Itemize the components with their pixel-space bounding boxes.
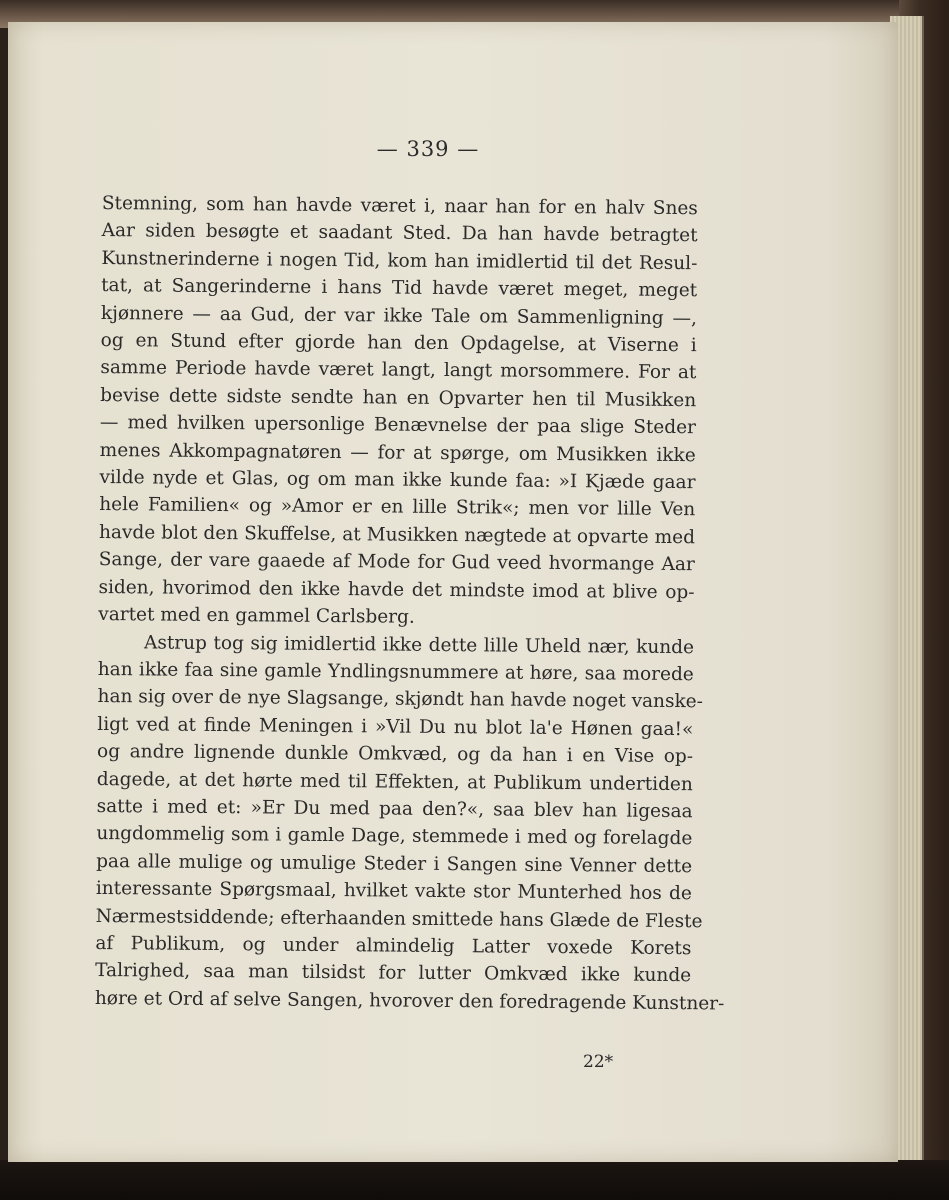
text-line: han sig over de nye Slagsange, skjøndt han havde noget vanske- [97, 686, 704, 713]
text-line: interessante Spørgsmaal, hvilket vakte stor Munterhed hos de [95, 878, 692, 905]
text-line: satte i med et: »Er Du med paa den?«, saa blev han ligesaa [96, 795, 693, 823]
text-line: ungdommelig som i gamle Dage, stemmede i med og forelagde [96, 823, 693, 850]
text-line: Astrup tog sig imidlertid ikke dette lille Uheld nær, kunde [143, 631, 695, 658]
text-line: Talrighed, saa man tilsidst for lutter Omkvæd ikke kunde [95, 960, 692, 987]
text-line: Sange, der vare gaaede af Mode for Gud veed hvormange Aar [98, 549, 695, 576]
text-line: ligt ved at finde Meningen i »Vil Du nu blot la'e Hønen gaa!« [97, 713, 694, 740]
book-page [8, 22, 898, 1162]
text-line: bevise dette sidste sendte han en Opvarter hen til Musikken [100, 384, 697, 412]
text-line: af Publikum, og under almindelig Latter voxede Korets [95, 932, 692, 960]
text-line: dagede, at det hørte med til Effekten, at Publikum undertiden [96, 768, 693, 795]
text-line: havde blot den Skuffelse, at Musikken nægtede at opvarte med [98, 521, 696, 549]
text-line: høre et Ord af selve Sangen, hvorover den foredragende Kunstner- [94, 987, 725, 1015]
text-line: paa alle mulige og umulige Steder i Sangen sine Venner dette [96, 850, 693, 877]
page-number: — 339 — [376, 137, 480, 161]
text-line: han ikke faa sine gamle Yndlingsnummere at høre, saa morede [97, 658, 694, 686]
signature-mark: 22* [583, 1052, 614, 1072]
body-text [94, 190, 725, 1017]
text-line: Stemning, som han havde været i, naar han for en halv Snes [101, 192, 698, 220]
text-line: menes Akkompagnatøren — for at spørge, om Musikken ikke [99, 439, 696, 466]
text-line: tat, at Sangerinderne i hans Tid havde været meget, meget [101, 275, 698, 302]
text-line: Nærmestsiddende; efterhaanden smittede hans Glæde de Fleste [95, 905, 703, 932]
text-line: samme Periode havde været langt, langt morsommere. For at [100, 357, 697, 384]
text-line: vilde nyde et Glas, og om man ikke kunde faa: »I Kjæde gaar [99, 467, 696, 494]
text-line: — med hvilken upersonlige Benævnelse der paa slige Steder [99, 412, 697, 439]
text-line: siden, hvorimod den ikke havde det mindste imod at blive op- [98, 576, 695, 603]
text-line: Aar siden besøgte et saadant Sted. Da han havde betragtet [101, 220, 698, 247]
text-line: og andre lignende dunkle Omkvæd, og da han i en Vise op- [97, 741, 694, 768]
book-bottom-edge [0, 1160, 949, 1200]
text-line: vartet med en gammel Carlsberg. [98, 604, 415, 628]
text-line: kjønnere — aa Gud, der var ikke Tale om Sammenligning —, [100, 302, 697, 329]
text-line: hele Familien« og »Amor er en lille Strik«; men vor lille Ven [99, 494, 696, 521]
text-line: og en Stund efter gjorde han den Opdagelse, at Viserne i [100, 330, 697, 357]
text-line: Kunstnerinderne i nogen Tid, kom han imidlertid til det Resul- [101, 247, 698, 275]
